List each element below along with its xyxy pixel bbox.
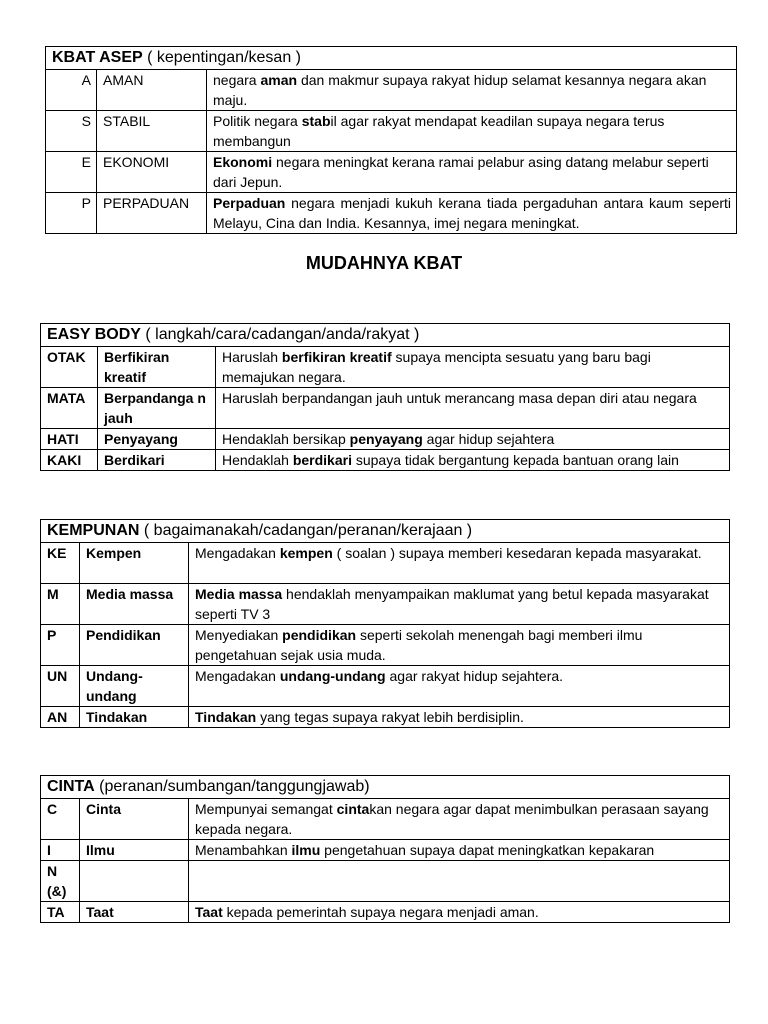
table-row — [41, 347, 730, 388]
table-row — [41, 861, 730, 902]
row-description — [207, 70, 737, 111]
description-text: Hendaklah bersikap — [222, 431, 350, 447]
table-row — [41, 429, 730, 450]
easy-body-title: EASY BODY — [47, 326, 141, 343]
table-row — [41, 902, 730, 923]
table-row — [46, 111, 737, 152]
row-key: S — [46, 111, 97, 152]
row-label: Ilmu — [80, 840, 189, 861]
row-description — [216, 347, 730, 388]
description-text: Menyediakan — [195, 627, 283, 643]
table-row — [41, 799, 730, 840]
emphasis-text: penyayang — [349, 431, 423, 447]
table-row — [46, 152, 737, 193]
row-key: MATA — [41, 388, 98, 429]
emphasis-text: berfikiran kreatif — [281, 349, 392, 365]
table-row — [41, 707, 730, 728]
description-text: supaya mencipta sesuatu yang baru bagi memajukan negara. — [222, 349, 651, 385]
description-text: Haruslah berpandangan jauh untuk merancang masa depan diri atau negara — [222, 390, 697, 406]
easy-body-table — [40, 323, 730, 471]
emphasis-text: undang-undang — [279, 668, 386, 684]
row-key: AN — [41, 707, 80, 728]
description-text: agar hidup sejahtera — [422, 431, 555, 447]
description-text: seperti sekolah menengah bagi memberi ilmu pengetahuan sejak usia muda. — [195, 627, 643, 663]
table-row — [46, 193, 737, 234]
emphasis-text: ilmu — [291, 842, 321, 858]
description-text: Menambahkan — [195, 842, 292, 858]
kempunan-title: KEMPUNAN — [47, 522, 140, 539]
cinta-subtitle: (peranan/sumbangan/tanggungjawab) — [94, 778, 370, 795]
table-row — [41, 388, 730, 429]
description-text: agar rakyat hidup sejahtera. — [385, 668, 564, 684]
description-text: ( soalan ) supaya memberi kesedaran kepada masyarakat. — [332, 545, 702, 561]
cinta-header — [41, 776, 730, 799]
row-label: Berdikari — [98, 450, 216, 471]
row-description — [189, 543, 730, 584]
description-text: yang tegas supaya rakyat lebih berdisiplin. — [256, 709, 524, 725]
description-text: negara menjadi kukuh kerana tiada pergaduhan antara kaum seperti Melayu, Cina dan India. Kesannya, imej negara meningkat. — [213, 195, 732, 231]
cinta-table — [40, 775, 730, 923]
row-description — [216, 388, 730, 429]
emphasis-text: Media massa — [195, 586, 283, 602]
asep-subtitle: ( kepentingan/kesan ) — [142, 49, 301, 66]
kempunan-header — [41, 520, 730, 543]
row-description — [189, 861, 730, 902]
row-description — [189, 707, 730, 728]
description-text: Politik negara — [213, 113, 302, 129]
row-key: P — [46, 193, 97, 234]
row-description — [216, 429, 730, 450]
section-title: MUDAHNYA KBAT — [305, 253, 463, 273]
row-label: Taat — [80, 902, 189, 923]
row-key: UN — [41, 666, 80, 707]
description-text: negara — [213, 72, 261, 88]
kempunan-subtitle: ( bagaimanakah/cadangan/peranan/kerajaan ) — [139, 522, 473, 539]
row-description — [189, 584, 730, 625]
row-key: TA — [41, 902, 80, 923]
row-description — [189, 840, 730, 861]
row-key: C — [41, 799, 80, 840]
easy-body-subtitle: ( langkah/cara/cadangan/anda/rakyat ) — [140, 326, 420, 343]
row-label: Tindakan — [80, 707, 189, 728]
asep-table — [45, 46, 737, 234]
description-text: dan makmur supaya rakyat hidup selamat kesannya negara akan maju. — [213, 72, 707, 108]
row-key: HATI — [41, 429, 98, 450]
emphasis-text: stab — [301, 113, 331, 129]
description-text: Haruslah — [222, 349, 282, 365]
row-label: Media massa — [80, 584, 189, 625]
row-description — [189, 902, 730, 923]
row-label: Penyayang — [98, 429, 216, 450]
cinta-title: CINTA — [47, 778, 95, 795]
table-row — [41, 625, 730, 666]
emphasis-text: berdikari — [292, 452, 352, 468]
row-key: E — [46, 152, 97, 193]
row-label: STABIL — [97, 111, 207, 152]
table-row — [46, 70, 737, 111]
emphasis-text: cinta — [336, 801, 370, 817]
asep-title: KBAT ASEP — [52, 49, 143, 66]
row-label: PERPADUAN — [97, 193, 207, 234]
easy-body-header — [41, 324, 730, 347]
emphasis-text: Ekonomi — [213, 154, 273, 170]
description-text: kepada pemerintah supaya negara menjadi aman. — [222, 904, 539, 920]
row-label: AMAN — [97, 70, 207, 111]
row-key: N (&) — [41, 861, 80, 902]
row-description — [189, 625, 730, 666]
row-key: I — [41, 840, 80, 861]
row-key: KE — [41, 543, 80, 584]
emphasis-text: kempen — [279, 545, 333, 561]
table-row — [41, 543, 730, 584]
emphasis-text: pendidikan — [282, 627, 357, 643]
emphasis-text: Taat — [195, 904, 223, 920]
description-text: Mengadakan — [195, 545, 280, 561]
row-description — [189, 799, 730, 840]
description-text: kan negara agar dapat menimbulkan perasaan sayang kepada negara. — [195, 801, 709, 837]
table-row — [41, 584, 730, 625]
emphasis-text: Perpaduan — [213, 195, 286, 211]
table-row — [41, 450, 730, 471]
description-text: Mempunyai semangat — [195, 801, 337, 817]
row-label: Pendidikan — [80, 625, 189, 666]
row-key: OTAK — [41, 347, 98, 388]
description-text: Hendaklah — [222, 452, 293, 468]
row-key: M — [41, 584, 80, 625]
description-text: negara meningkat kerana ramai pelabur asing datang melabur seperti dari Jepun. — [213, 154, 709, 190]
row-description — [207, 152, 737, 193]
table-row — [41, 666, 730, 707]
row-label: Cinta — [80, 799, 189, 840]
emphasis-text: Tindakan — [195, 709, 257, 725]
row-description — [189, 666, 730, 707]
row-label — [80, 861, 189, 902]
row-key: A — [46, 70, 97, 111]
description-text: Mengadakan — [195, 668, 280, 684]
asep-header — [46, 47, 737, 70]
description-text: supaya tidak bergantung kepada bantuan orang lain — [351, 452, 679, 468]
kempunan-table — [40, 519, 730, 728]
row-label: Berpandanga n jauh — [98, 388, 216, 429]
row-description — [207, 111, 737, 152]
row-label: Undang-undang — [80, 666, 189, 707]
row-label: EKONOMI — [97, 152, 207, 193]
description-text: pengetahuan supaya dapat meningkatkan kepakaran — [320, 842, 655, 858]
row-label: Berfikiran kreatif — [98, 347, 216, 388]
row-key: P — [41, 625, 80, 666]
description-text: il agar rakyat mendapat keadilan supaya negara terus membangun — [213, 113, 665, 149]
table-row — [41, 840, 730, 861]
emphasis-text: aman — [260, 72, 298, 88]
description-text: hendaklah menyampaikan maklumat yang betul kepada masyarakat seperti TV 3 — [195, 586, 709, 622]
row-key: KAKI — [41, 450, 98, 471]
row-description — [207, 193, 737, 234]
row-description — [216, 450, 730, 471]
row-label: Kempen — [80, 543, 189, 584]
